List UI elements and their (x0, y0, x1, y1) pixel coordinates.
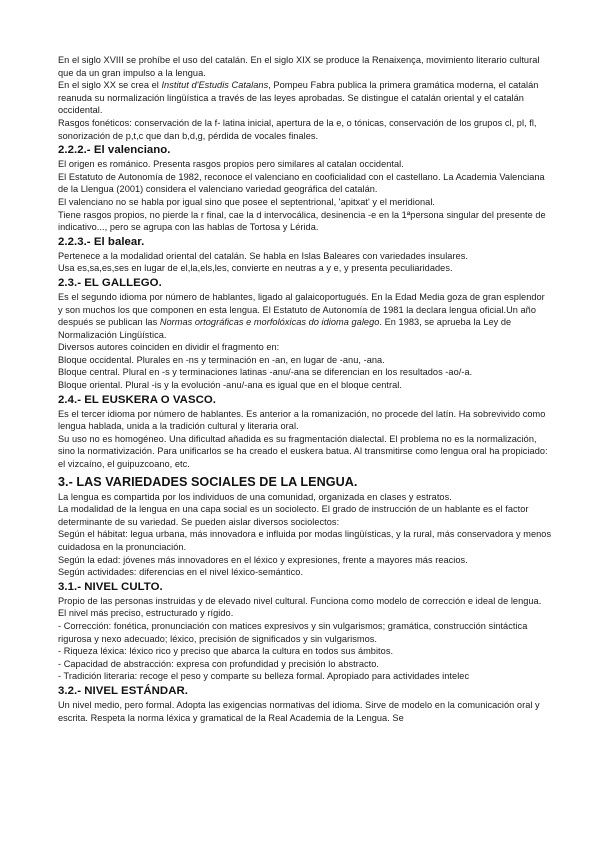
paragraph: La lengua es compartida por los individuos de una comunidad, organizada en clases y estratos. (58, 491, 452, 502)
paragraph: Un nivel medio, pero formal. Adopta las exigencias normativas del idioma. Sirve de modelo en la comunicación oral y escrita. Respeta la norma léxica y gramatical de la Real Academia de la Lengua. Se (58, 699, 540, 723)
paragraph: En el siglo XVIII se prohíbe el uso del catalán. En el siglo XIX se produce la Renaixença, movimiento literario cultural que da un gran impulso a la lengua. (58, 55, 540, 78)
section-heading: 2.2.2.- El valenciano. (58, 144, 171, 157)
section-heading: 3.2.- NIVEL ESTÁNDAR. (58, 684, 188, 697)
paragraph: Según la edad: jóvenes más innovadores en el léxico y expresiones, frente a mayores más reacios. (58, 554, 468, 565)
section-heading: 2.3.- EL GALLEGO. (58, 276, 162, 289)
paragraph: Tiene rasgos propios, no pierde la r final, cae la d intervocálica, desinencia -e en la 1ªpersona singular del presente de indicativo..., pero se agrupa con las hablas de Tortosa y Lérida. (58, 209, 546, 233)
paragraph: El Estatuto de Autonomía de 1982, reconoce el valenciano en cooficialidad con el castellano. La Academia Valenciana de la Llengua (2001) considera el valenciano variedad geográfica del catalán. (58, 171, 545, 195)
italic-title: Institut d'Estudis Catalans (161, 80, 269, 91)
paragraph: Rasgos fonéticos: conservación de la f- latina inicial, apertura de la e, o tónicas, conservación de los grupos cl, pl, fl, sonorización de p,t,c que dan b,d,g, pérdida de vocales finales. (58, 117, 537, 141)
paragraph: El origen es románico. Presenta rasgos propios pero similares al catalan occidental. (58, 159, 404, 170)
paragraph: Pertenece a la modalidad oriental del catalán. Se habla en Islas Baleares con variedades insulares. (58, 250, 468, 261)
section-heading: 2.2.3.- El balear. (58, 235, 145, 248)
paragraph: - Corrección: fonética, pronunciación con matices expresivos y sin vulgarismos; gramática, construcción sintáctica rigurosa y nexo adecuado; léxico, precisión de significados y sin vulgarismos. (58, 620, 528, 644)
paragraph: - Capacidad de abstracción: expresa con profundidad y precisión lo abstracto. (58, 658, 380, 669)
italic-title: Normas ortográficas e morfolóxicas do idioma galego (159, 317, 380, 328)
paragraph: - Riqueza léxica: léxico rico y preciso que abarca la cultura en todos sus ámbitos. (58, 646, 394, 657)
paragraph: Usa es,sa,es,ses en lugar de el,la,els,les, convierte en neutras a y e, y presenta peculiaridades. (58, 263, 453, 274)
paragraph: Diversos autores coinciden en dividir el fragmento en: (58, 342, 280, 353)
paragraph: Bloque oriental. Plural -is y la evolución -anu/-ana es igual que en el bloque central. (58, 380, 402, 391)
paragraph: En el siglo XX se crea el Institut d'Estudis Catalans, Pompeu Fabra publica la primera gramática moderna, el catalán reanuda su normalización lingüística a través de las leyes aprobadas. Se distingue el catalán oriental y el catalán occidental. (58, 80, 539, 116)
paragraph: Es el segundo idioma por número de hablantes, ligado al galaicoportugués. En la Edad Media goza de gran esplendor y son muchos los que componen en esta lengua. El Estatuto de Autonomía de 1981 la declara lengua oficial.Un año después se publican las Normas ortográficas e morfolóxicas do idioma galego. En 1983, se aprueba la Ley de Normalización Lingüística. (58, 291, 545, 340)
paragraph: Según actividades: diferencias en el nivel léxico-semántico. (58, 567, 304, 578)
section-heading: 2.4.- EL EUSKERA O VASCO. (58, 393, 217, 406)
chapter-heading: 3.- LAS VARIEDADES SOCIALES DE LA LENGUA. (58, 474, 358, 489)
paragraph: Su uso no es homogéneo. Una dificultad añadida es su fragmentación dialectal. El problema no es la normalización, sino la normativización. Para unificarlos se ha creado el euskera batua. Al transmitirse como lengua oral ha propiciado: el vizcaíno, el guipuzcoano, etc. (58, 433, 548, 470)
paragraph: La modalidad de la lengua en una capa social es un sociolecto. El grado de instrucción de un hablante es el factor determinante de su variedad. Se pueden aislar diversos sociolectos: (58, 504, 529, 527)
paragraph: El valenciano no se habla por igual sino que posee el septentrional, 'apitxat' y el meridional. (58, 196, 436, 207)
section-heading: 3.1.- NIVEL CULTO. (58, 580, 163, 593)
paragraph: Propio de las personas instruidas y de elevado nivel cultural. Funciona como modelo de corrección e ideal de lengua. El nivel más preciso, estructurado y rígido. (58, 595, 542, 619)
paragraph: Bloque central. Plural en -s y terminaciones latinas -anu/-ana se diferencian en los resultados -ao/-a. (58, 367, 473, 378)
paragraph: Es el tercer idioma por número de hablantes. Es anterior a la romanización, no procede del latín. Ha sobrevivido como lengua hablada, unida a la tradición cultural y literaria oral. (58, 408, 546, 432)
paragraph: Según el hábitat: legua urbana, más innovadora e influida por modas lingüísticas, y la rural, más conservadora y menos cuidadosa en la pronunciación. (58, 529, 552, 552)
paragraph: - Tradición literaria: recoge el peso y comparte su belleza formal. Apropiado para actividades intelec (58, 671, 470, 682)
paragraph: Bloque occidental. Plurales en -ns y terminación en -an, en lugar de -anu, -ana. (58, 354, 385, 365)
document-page (58, 54, 552, 724)
